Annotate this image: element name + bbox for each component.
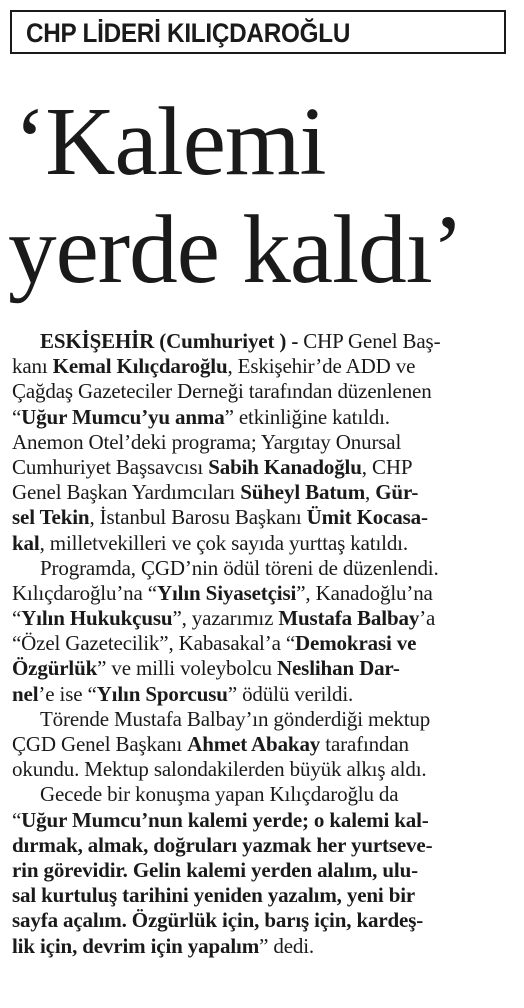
article-line	[12, 379, 508, 404]
text-run: Cumhuriyet Başsavcısı	[12, 454, 209, 479]
article-line	[12, 430, 508, 455]
text-run: tarafından	[320, 732, 409, 756]
article-line	[12, 682, 508, 707]
article-line	[12, 833, 508, 858]
kicker: CHP LİDERİ KILIÇDAROĞLU	[26, 18, 351, 48]
bold-name: Yılın Hukukçusu	[21, 606, 173, 631]
bold-name: Uğur Mumcu’yu anma	[21, 404, 225, 429]
bold-quote: lik için, devrim için yapalım	[12, 933, 260, 958]
text-run: ’a	[419, 606, 436, 631]
text-run: Kılıçdaroğlu’na “	[12, 580, 157, 605]
text-run: ” ödülü verildi.	[227, 681, 354, 706]
article-line	[12, 581, 508, 606]
text-run: Törende Mustafa Balbay’ın gönderdiği mektup	[40, 706, 431, 731]
bold-quote: rin görevidir. Gelin kalemi yerden alalım, ulu-	[12, 857, 418, 882]
text-run: ’e ise “	[38, 681, 97, 706]
dateline: ESKİŞEHİR (Cumhuriyet ) -	[40, 329, 299, 353]
bold-name: Sabih Kanadoğlu	[208, 454, 362, 479]
article-line	[12, 782, 508, 807]
bold-name: Ümit Kocasa-	[306, 505, 428, 530]
article-line	[12, 757, 508, 782]
headline	[0, 88, 524, 304]
article-body	[12, 329, 508, 959]
text-run: Programda, ÇGD’nin ödül töreni de düzenlendi.	[40, 555, 439, 580]
bold-quote: dırmak, almak, doğruları yazmak her yurtseve-	[12, 832, 433, 857]
article-line	[12, 480, 508, 505]
article-line	[12, 883, 508, 908]
headline-line-2: yerde kaldı’	[7, 196, 464, 304]
article-line	[12, 707, 508, 732]
article-line	[12, 934, 508, 959]
text-run: kanı	[12, 354, 53, 379]
text-run: Gecede bir konuşma yapan Kılıçdaroğlu da	[40, 782, 399, 807]
article-line	[12, 606, 508, 631]
text-run: Anemon Otel’deki programa; Yargıtay Onursal	[12, 429, 402, 454]
text-run: ” etkinliğine katıldı.	[224, 404, 390, 429]
headline-line-1: ‘Kalemi	[13, 88, 326, 196]
text-run: “	[12, 807, 22, 832]
bold-name: Süheyl Batum	[240, 480, 366, 505]
article-line	[12, 405, 508, 430]
bold-name: kal	[12, 530, 40, 555]
bold-quote: Uğur Mumcu’nun kalemi yerde; o kalemi kal-	[21, 807, 429, 832]
text-run: ”, yazarımız	[172, 606, 279, 631]
bold-name: sel Tekin	[12, 505, 90, 530]
bold-name: Yılın Sporcusu	[96, 681, 228, 706]
bold-name: nel	[12, 681, 39, 706]
bold-name: Gür-	[375, 480, 419, 505]
article-line	[12, 656, 508, 681]
bold-name: Yılın Siyasetçisi	[156, 580, 297, 605]
article-line	[12, 505, 508, 530]
text-run: ,	[365, 480, 376, 505]
text-run: ” ve milli voleybolcu	[97, 656, 277, 681]
kicker-box	[10, 10, 506, 54]
bold-quote: sayfa açalım. Özgürlük için, barış için, kardeş-	[12, 908, 424, 933]
article-line	[12, 556, 508, 581]
article-line	[12, 329, 508, 354]
text-run: Çağdaş Gazeteciler Derneği tarafından düzenlenen	[12, 379, 432, 404]
text-run: Genel Başkan Yardımcıları	[12, 480, 241, 505]
text-run: , İstanbul Barosu Başkanı	[89, 505, 307, 530]
bold-name: Neslihan Dar-	[276, 656, 400, 681]
article-line	[12, 858, 508, 883]
bold-name: Mustafa Balbay	[278, 606, 420, 631]
text-run: ”, Kanadoğlu’na	[296, 580, 433, 605]
article-line	[12, 908, 508, 933]
article-line	[12, 455, 508, 480]
text-run: “	[12, 606, 22, 631]
article-line	[12, 354, 508, 379]
text-run: CHP Genel Baş-	[298, 329, 441, 353]
article-line	[12, 631, 508, 656]
text-run: “Özel Gazetecilik”, Kabasakal’a “	[12, 631, 296, 656]
text-run: “	[12, 404, 22, 429]
bold-name: Ahmet Abakay	[187, 732, 321, 756]
article-line	[12, 531, 508, 556]
article-line	[12, 808, 508, 833]
text-run: ÇGD Genel Başkanı	[12, 732, 188, 756]
bold-name: Kemal Kılıçdaroğlu	[52, 354, 228, 379]
text-run: , CHP	[361, 454, 413, 479]
text-run: ” dedi.	[259, 933, 315, 958]
text-run: okundu. Mektup salondakilerden büyük alkış aldı.	[12, 757, 427, 782]
bold-name: Özgürlük	[12, 656, 98, 681]
bold-quote: sal kurtuluş tarihini yeniden yazalım, yeni bir	[12, 883, 416, 908]
text-run: , milletvekilleri ve çok sayıda yurttaş katıldı.	[39, 530, 408, 555]
article-line	[12, 732, 508, 757]
bold-name: Demokrasi ve	[295, 631, 417, 656]
text-run: , Eskişehir’de ADD ve	[227, 354, 416, 379]
